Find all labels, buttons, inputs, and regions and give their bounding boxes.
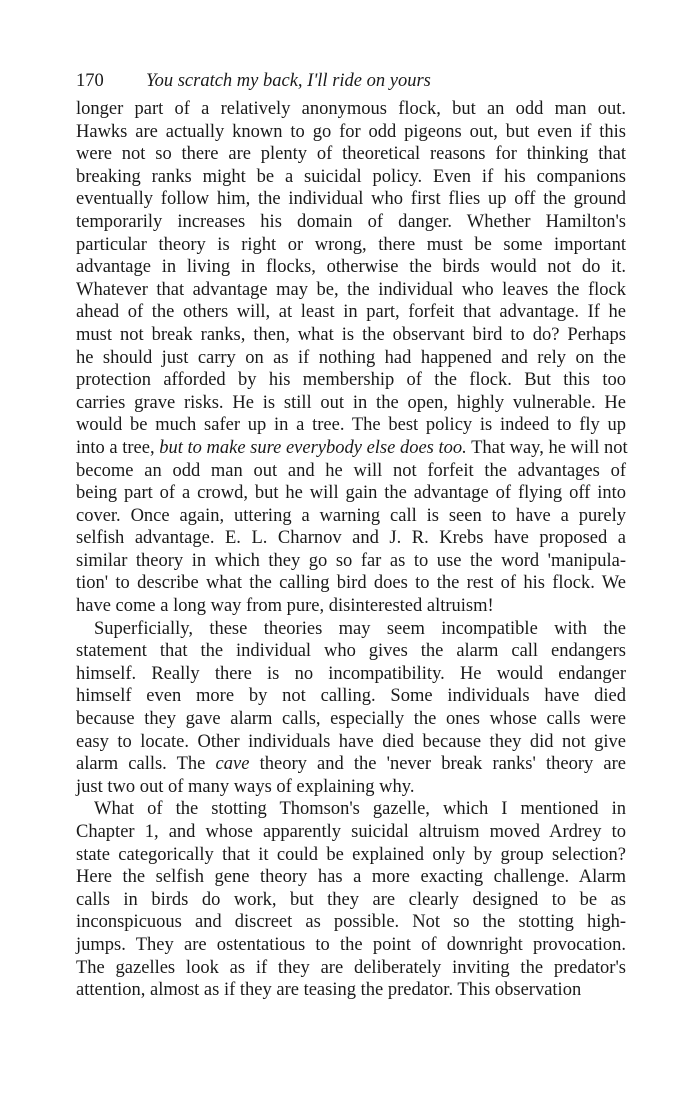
text-line bbox=[76, 776, 626, 799]
text-line bbox=[76, 911, 626, 934]
text-line bbox=[76, 143, 626, 166]
text-segment: he should just carry on as if nothing had happened and rely on the bbox=[76, 347, 626, 368]
text-line bbox=[76, 708, 626, 731]
text-segment: Chapter 1, and whose apparently suicidal altruism moved Ardrey to bbox=[76, 822, 626, 842]
text-line bbox=[76, 889, 626, 912]
text-segment: would be much safer up in a tree. The best policy is indeed to fly up bbox=[76, 415, 626, 436]
text-segment: himself even more by not calling. Some individuals have died bbox=[76, 686, 626, 707]
text-line bbox=[76, 572, 626, 595]
text-line bbox=[76, 821, 626, 844]
text-segment: tion' to describe what the calling bird does to the rest of his flock. We bbox=[76, 573, 626, 594]
text-line bbox=[76, 347, 626, 370]
text-segment: carries grave risks. He is still out in the open, highly vulnerable. He bbox=[76, 392, 626, 413]
text-segment: longer part of a relatively anonymous flock, but an odd man out. bbox=[76, 99, 626, 119]
text-line bbox=[76, 460, 626, 483]
italic-text: but to make sure everybody else does too. bbox=[159, 437, 467, 458]
text-line bbox=[76, 957, 626, 980]
text-line bbox=[76, 166, 626, 189]
page-number: 170 bbox=[76, 71, 104, 91]
text-line bbox=[76, 844, 626, 867]
text-segment: selfish advantage. E. L. Charnov and J. R. Krebs have proposed a bbox=[76, 528, 626, 549]
text-line bbox=[76, 798, 626, 821]
text-line bbox=[76, 663, 626, 686]
book-page bbox=[76, 70, 626, 1002]
text-line bbox=[76, 482, 626, 505]
text-line bbox=[76, 188, 626, 211]
text-line bbox=[76, 550, 626, 573]
running-head-title: You scratch my back, I'll ride on yours bbox=[146, 71, 431, 91]
text-segment: Whatever that advantage may be, the individual who leaves the flock bbox=[76, 279, 626, 300]
italic-text: cave bbox=[215, 754, 250, 775]
text-segment: being part of a crowd, but he will gain the advantage of flying off into bbox=[76, 483, 626, 504]
text-segment: The gazelles look as if they are deliberately inviting the predator's bbox=[76, 957, 626, 978]
text-segment: were not so there are plenty of theoretical reasons for thinking that bbox=[76, 144, 626, 165]
text-segment: What of the stotting Thomson's gazelle, which I mentioned in bbox=[94, 799, 626, 820]
text-line bbox=[76, 279, 626, 302]
text-line bbox=[76, 98, 626, 121]
text-segment: because they gave alarm calls, especially the ones whose calls were bbox=[76, 709, 626, 730]
text-segment: just two out of many ways of explaining why. bbox=[76, 776, 415, 797]
text-line bbox=[76, 437, 626, 460]
text-segment: jumps. They are ostentatious to the point of downright provocation. bbox=[76, 934, 626, 955]
text-line bbox=[76, 731, 626, 754]
paragraph bbox=[76, 798, 626, 1001]
text-segment: must not break ranks, then, what is the observant bird to do? Perhaps bbox=[76, 324, 626, 345]
body-text bbox=[76, 98, 626, 1002]
running-head bbox=[76, 70, 626, 92]
text-segment: attention, almost as if they are teasing the predator. This observation bbox=[76, 980, 582, 1001]
text-segment: eventually follow him, the individual who first flies up off the ground bbox=[76, 189, 626, 210]
text-segment: statement that the individual who gives the alarm call endangers bbox=[76, 641, 626, 662]
text-line bbox=[76, 234, 626, 257]
text-segment: breaking ranks might be a suicidal policy. Even if his companions bbox=[76, 166, 626, 187]
text-line bbox=[76, 121, 626, 144]
text-segment: himself. Really there is no incompatibility. He would endanger bbox=[76, 663, 626, 684]
text-segment: into a tree, bbox=[76, 437, 160, 458]
text-segment: alarm calls. The bbox=[76, 754, 216, 775]
text-line bbox=[76, 211, 626, 234]
text-segment: have come a long way from pure, disinterested altruism! bbox=[76, 596, 494, 617]
text-line bbox=[76, 392, 626, 415]
text-line bbox=[76, 527, 626, 550]
text-line bbox=[76, 301, 626, 324]
text-line bbox=[76, 866, 626, 889]
paragraph bbox=[76, 618, 626, 799]
text-line bbox=[76, 414, 626, 437]
text-segment: particular theory is right or wrong, there must be some important bbox=[76, 234, 626, 255]
text-segment: Superficially, these theories may seem incompatible with the bbox=[94, 618, 626, 639]
text-line bbox=[76, 595, 626, 618]
text-line bbox=[76, 753, 626, 776]
text-line bbox=[76, 640, 626, 663]
text-segment: protection afforded by his membership of the flock. But this too bbox=[76, 370, 626, 391]
text-line bbox=[76, 685, 626, 708]
text-line bbox=[76, 324, 626, 347]
text-segment: similar theory in which they go so far as to use the word 'manipula- bbox=[76, 550, 626, 571]
text-segment: state categorically that it could be explained only by group selection? bbox=[76, 844, 626, 865]
text-segment: That way, he will not bbox=[466, 437, 628, 458]
text-segment: temporarily increases his domain of danger. Whether Hamilton's bbox=[76, 211, 626, 232]
text-segment: cover. Once again, uttering a warning call is seen to have a purely bbox=[76, 505, 626, 526]
text-segment: Here the selfish gene theory has a more exacting challenge. Alarm bbox=[76, 867, 626, 888]
text-segment: become an odd man out and he will not forfeit the advantages of bbox=[76, 460, 626, 481]
text-line bbox=[76, 979, 626, 1002]
text-segment: inconspicuous and discreet as possible. Not so the stotting high- bbox=[76, 912, 626, 933]
text-line bbox=[76, 369, 626, 392]
text-segment: theory and the 'never break ranks' theory are bbox=[249, 754, 626, 775]
text-segment: ahead of the others will, at least in part, forfeit that advantage. If he bbox=[76, 302, 626, 323]
text-segment: easy to locate. Other individuals have died because they did not give bbox=[76, 731, 626, 752]
text-segment: Hawks are actually known to go for odd pigeons out, but even if this bbox=[76, 121, 626, 142]
paragraph bbox=[76, 98, 626, 618]
text-line bbox=[76, 505, 626, 528]
text-segment: calls in birds do work, but they are clearly designed to be as bbox=[76, 889, 626, 910]
text-line bbox=[76, 934, 626, 957]
text-line bbox=[76, 618, 626, 641]
text-segment: advantage in living in flocks, otherwise the birds would not do it. bbox=[76, 257, 626, 278]
text-line bbox=[76, 256, 626, 279]
